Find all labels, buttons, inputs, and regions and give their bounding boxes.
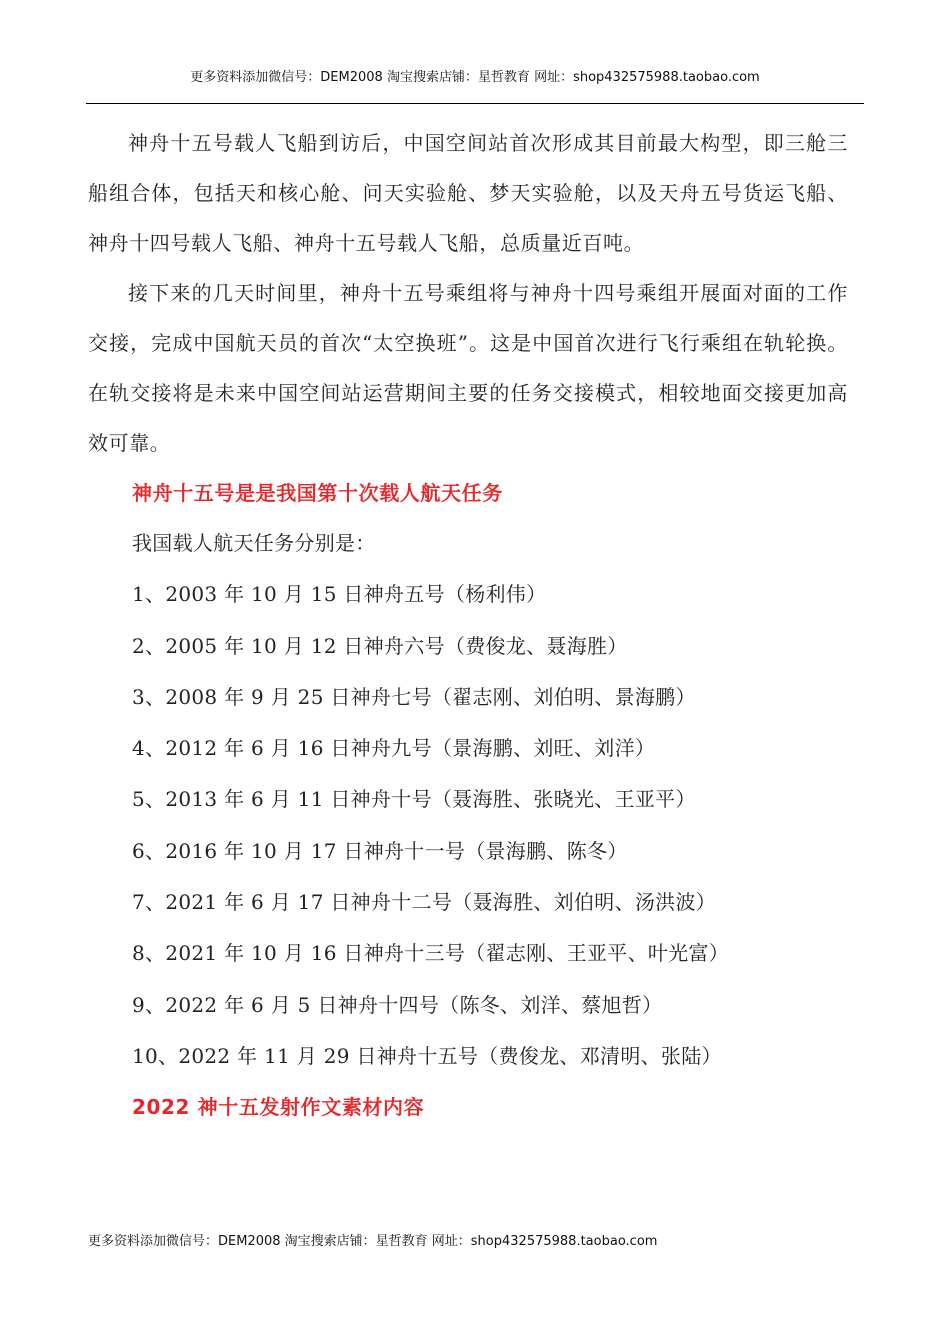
mission-list-item: 6、2016 年 10 月 17 日神舟十一号（景海鹏、陈冬） (132, 838, 628, 863)
mission-list-intro: 我国载人航天任务分别是： (132, 531, 376, 555)
paragraph-space-station-configuration: 神舟十五号载人飞船到访后，中国空间站首次形成其目前最大构型，即三舱三船组合体，包括天和核心舱、问天实验舱、梦天实验舱，以及天舟五号货运飞船、神舟十四号载人飞船、神舟十五号载人飞船，总质量近百吨。 (88, 131, 848, 255)
mission-list-item: 9、2022 年 6 月 5 日神舟十四号（陈冬、刘洋、蔡旭哲） (132, 992, 663, 1017)
page-footer: 更多资料添加微信号：DEM2008 淘宝搜索店铺：星哲教育 网址：shop432575988.taobao.com (88, 1234, 658, 1249)
mission-list-item: 4、2012 年 6 月 16 日神舟九号（景海鹏、刘旺、刘洋） (132, 736, 656, 761)
mission-list-item: 3、2008 年 9 月 25 日神舟七号（翟志刚、刘伯明、景海鹏） (132, 684, 696, 709)
paragraph-crew-handover: 接下来的几天时间里，神舟十五号乘组将与神舟十四号乘组开展面对面的工作交接，完成中国航天员的首次“太空换班”。这是中国首次进行飞行乘组在轨轮换。在轨交接将是未来中国空间站运营期间主要的任务交接模式，相较地面交接更加高效可靠。 (88, 281, 848, 455)
header-divider (86, 103, 864, 104)
mission-list-item: 8、2021 年 10 月 16 日神舟十三号（翟志刚、王亚平、叶光富） (132, 941, 730, 966)
mission-list (88, 569, 848, 1082)
section-heading-essay-material: 2022 神十五发射作文素材内容 (132, 1095, 425, 1120)
section-heading-tenth-mission: 神舟十五号是是我国第十次载人航天任务 (132, 481, 503, 505)
mission-list-item: 10、2022 年 11 月 29 日神舟十五号（费俊龙、邓清明、张陆） (132, 1043, 722, 1068)
mission-list-item: 1、2003 年 10 月 15 日神舟五号（杨利伟） (132, 582, 547, 607)
mission-list-item: 7、2021 年 6 月 17 日神舟十二号（聂海胜、刘伯明、汤洪波） (132, 890, 717, 915)
page-header: 更多资料添加微信号：DEM2008 淘宝搜索店铺：星哲教育 网址：shop432575988.taobao.com (190, 70, 760, 85)
document-body (88, 118, 848, 1132)
mission-list-item: 2、2005 年 10 月 12 日神舟六号（费俊龙、聂海胜） (132, 633, 628, 658)
mission-list-item: 5、2013 年 6 月 11 日神舟十号（聂海胜、张晓光、王亚平） (132, 787, 696, 812)
